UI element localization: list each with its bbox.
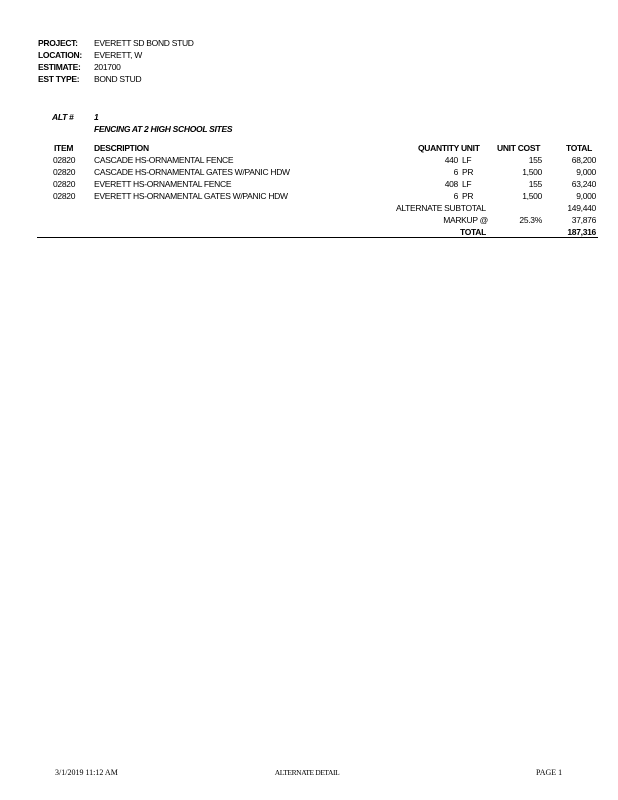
row-1-description: CASCADE HS-ORNAMENTAL FENCE [94,155,234,165]
row-2-unit-cost: 1,500 [522,167,542,177]
estimate-value: 201700 [94,62,121,72]
footer-datetime: 3/1/2019 11:12 AM [55,768,118,777]
subtotal-value: 149,440 [567,203,596,213]
row-4-quantity: 6 [453,191,458,201]
row-2-quantity: 6 [453,167,458,177]
col-item: ITEM [54,143,74,153]
est-type-label: EST TYPE: [38,74,80,84]
row-1-unit: LF [462,155,472,165]
row-4-description: EVERETT HS-ORNAMENTAL GATES W/PANIC HDW [94,191,288,201]
row-1-quantity: 440 [444,155,458,165]
row-4-total: 9,000 [576,191,596,201]
row-2-unit: PR [462,167,474,177]
row-2-item: 02820 [53,167,76,177]
total-label: TOTAL [459,227,486,237]
location-label: LOCATION: [38,50,82,60]
footer-page: PAGE 1 [536,768,563,777]
col-quantity-unit: QUANTITY UNIT [418,143,480,153]
row-4-unit: PR [462,191,474,201]
footer-report-name: ALTERNATE DETAIL [274,768,340,777]
row-3-description: EVERETT HS-ORNAMENTAL FENCE [94,179,232,189]
markup-value: 37,876 [571,215,596,225]
row-2-total: 9,000 [576,167,596,177]
subtotal-label: ALTERNATE SUBTOTAL [396,203,486,213]
est-type-value: BOND STUD [94,74,142,84]
alt-title: FENCING AT 2 HIGH SCHOOL SITES [94,124,233,134]
markup-rate: 25.3% [519,215,542,225]
col-total: TOTAL [566,143,593,153]
project-value: EVERETT SD BOND STUD [94,38,194,48]
row-3-unit: LF [462,179,472,189]
total-rule [37,237,598,238]
project-label: PROJECT: [38,38,78,48]
alt-label: ALT # [52,112,74,122]
row-2-description: CASCADE HS-ORNAMENTAL GATES W/PANIC HDW [94,167,290,177]
col-unit-cost: UNIT COST [497,143,541,153]
alt-number: 1 [94,112,99,122]
row-1-unit-cost: 155 [528,155,542,165]
row-3-item: 02820 [53,179,76,189]
row-1-total: 68,200 [571,155,596,165]
row-3-total: 63,240 [571,179,596,189]
row-4-unit-cost: 1,500 [522,191,542,201]
total-value: 187,316 [567,227,596,237]
col-description: DESCRIPTION [94,143,149,153]
location-value: EVERETT, W [94,50,143,60]
row-3-unit-cost: 155 [528,179,542,189]
row-1-item: 02820 [53,155,76,165]
row-4-item: 02820 [53,191,76,201]
markup-label: MARKUP @ [443,215,488,225]
row-3-quantity: 408 [444,179,458,189]
estimate-label: ESTIMATE: [38,62,81,72]
